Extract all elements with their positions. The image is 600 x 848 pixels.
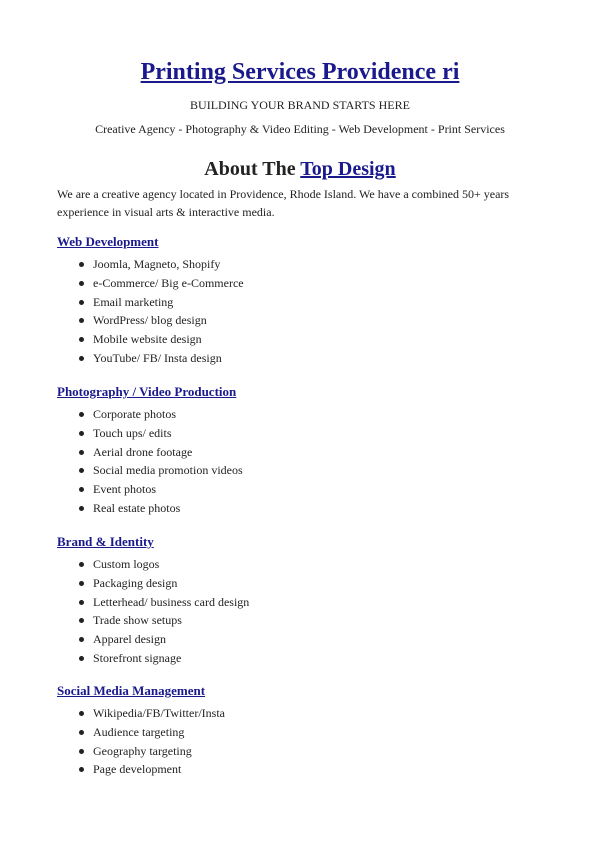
list-item: Letterhead/ business card design: [93, 593, 249, 612]
photography-list: [93, 405, 243, 518]
list-item: Joomla, Magneto, Shopify: [93, 255, 244, 274]
list-item: Corporate photos: [93, 405, 243, 424]
section-title-social-media[interactable]: Social Media Management: [57, 683, 206, 698]
list-item: Page development: [93, 760, 225, 779]
list-item: WordPress/ blog design: [93, 311, 244, 330]
list-item: Storefront signage: [93, 649, 249, 668]
services-line: Creative Agency - Photography & Video Editing - Web Development - Print Services: [95, 122, 505, 136]
web-development-list: [93, 255, 244, 368]
brand-identity-list: [93, 555, 249, 668]
list-item: Custom logos: [93, 555, 249, 574]
social-media-list: [93, 704, 225, 779]
intro-paragraph: We are a creative agency located in Providence, Rhode Island. We have a combined 50+ years experience in visual arts & interactive media.: [57, 187, 510, 219]
page-title: [0, 58, 600, 86]
list-item: YouTube/ FB/ Insta design: [93, 349, 244, 368]
section-title-brand-identity[interactable]: Brand & Identity: [57, 534, 154, 549]
list-item: Audience targeting: [93, 723, 225, 742]
list-item: Apparel design: [93, 630, 249, 649]
list-item: Mobile website design: [93, 330, 244, 349]
list-item: Social media promotion videos: [93, 461, 243, 480]
list-item: Event photos: [93, 480, 243, 499]
about-heading: [0, 157, 600, 181]
list-item: Real estate photos: [93, 499, 243, 518]
about-heading-prefix: About The: [204, 158, 301, 180]
section-title-photography[interactable]: Photography / Video Production: [57, 384, 237, 399]
top-design-link[interactable]: Top Design: [300, 158, 396, 180]
page-title-link[interactable]: Printing Services Providence ri: [140, 59, 460, 85]
list-item: Geography targeting: [93, 742, 225, 761]
list-item: Touch ups/ edits: [93, 424, 243, 443]
list-item: Wikipedia/FB/Twitter/Insta: [93, 704, 225, 723]
list-item: e-Commerce/ Big e-Commerce: [93, 274, 244, 293]
list-item: Aerial drone footage: [93, 443, 243, 462]
tagline: BUILDING YOUR BRAND STARTS HERE: [190, 98, 410, 112]
section-title-web-development[interactable]: Web Development: [57, 234, 159, 249]
list-item: Packaging design: [93, 574, 249, 593]
list-item: Trade show setups: [93, 611, 249, 630]
list-item: Email marketing: [93, 293, 244, 312]
